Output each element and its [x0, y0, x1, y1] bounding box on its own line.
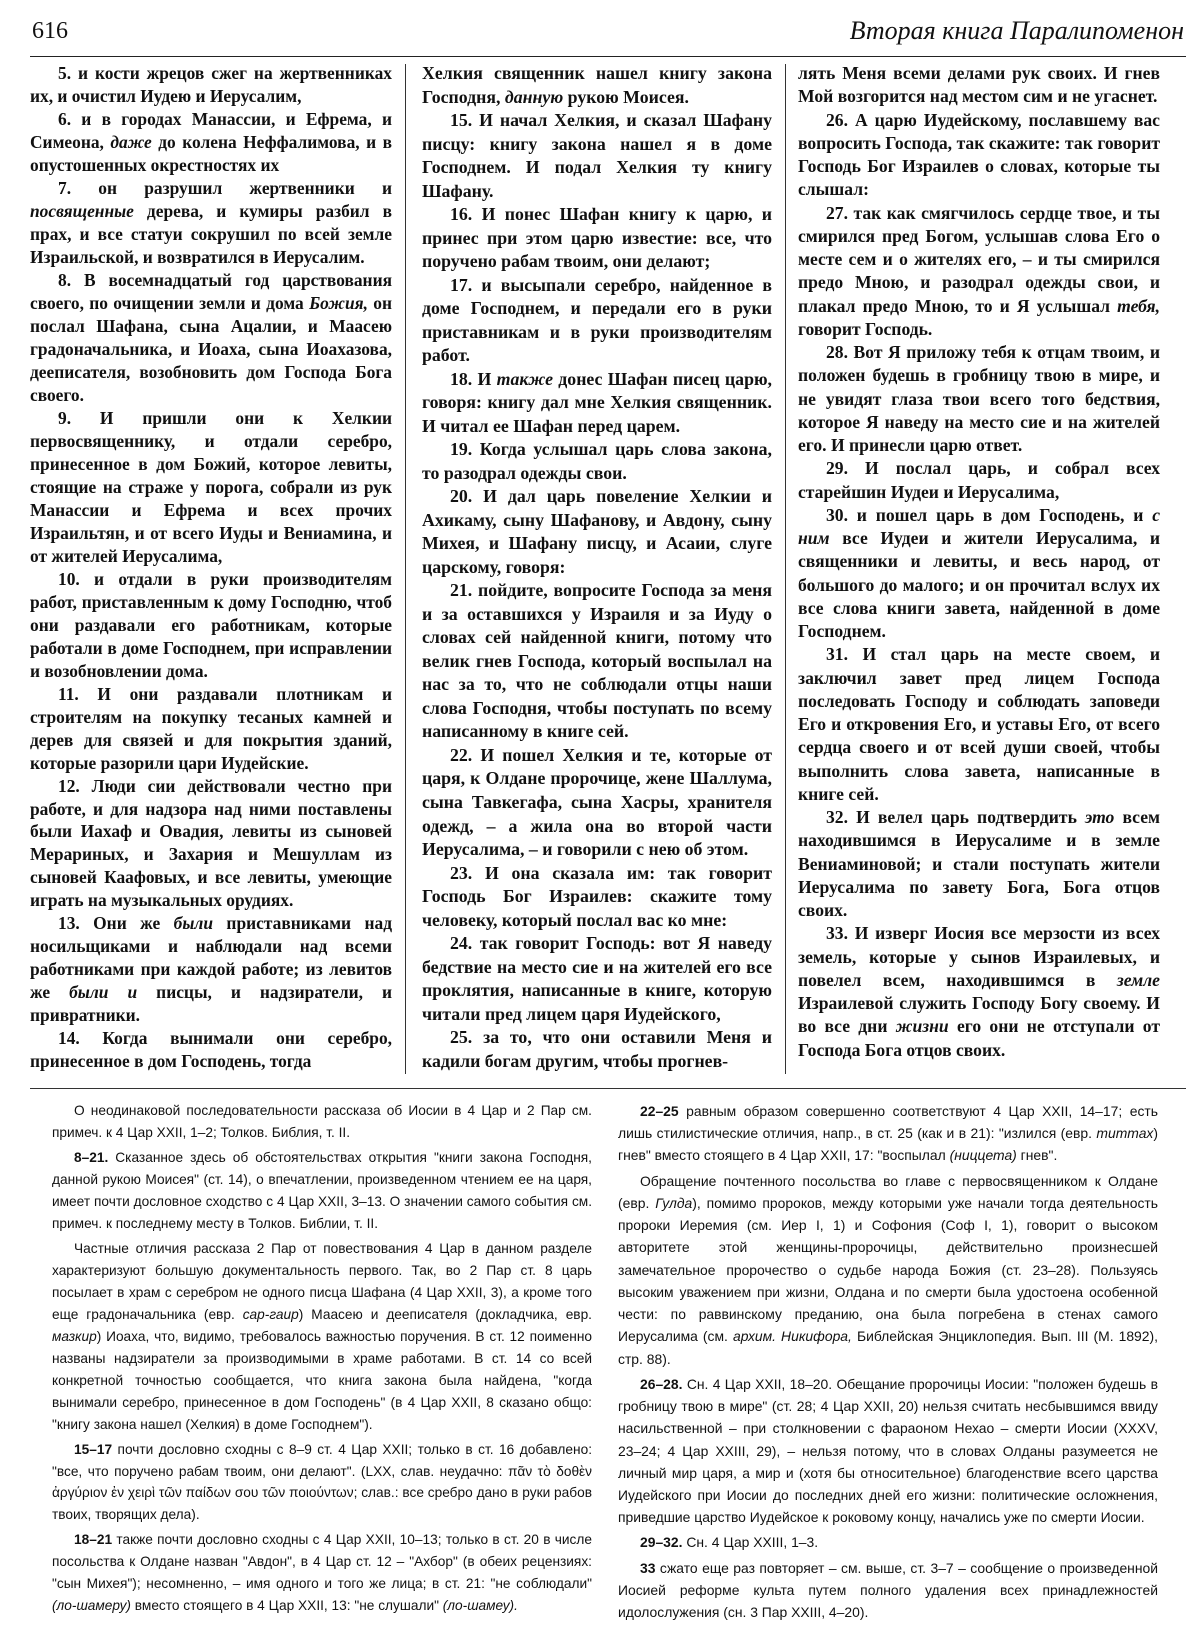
verse: 19. Когда услышал царь слова закона, то разодрал одежды свои. [422, 439, 772, 483]
commentary-note: Частные отличия рассказа 2 Пар от повествования 4 Цар в данном разделе характеризуют большую документальность первого. Так, во 2 Пар ст. 8 царь посылает в храм с серебром не одного писца Шафана (4 Цар XXII, 3), а кроме того еще градоначальника (евр. сар-гаир) Маасею и дееписателя (докладчика, евр. мазкир) Иоаха, что, видимо, требовалось важностью поручения. В ст. 12 поименно названы надзиратели за производимыми в храме работами. В ст. 14 со всей конкретной точностью сообщается, что книга закона была найдена, "когда вынимали серебро, принесенное в дом Господень" (в 4 Цар XXII, 8 сказано общо: "книгу закона нашел (Хелкия) в доме Господнем"). [52, 1240, 592, 1432]
verse: 12. Люди сии действовали честно при работе, и для надзора над ними поставлены были Иахаф и Овадия, левиты из сыновей Мерариных, и Захария и Мешуллам из сыновей Каафовых, и все левиты, умеющие играть на музыкальных орудиях. [30, 775, 392, 911]
commentary-note: Обращение почтенного посольства во главе с первосвященником к Олдане (евр. Гулда), помимо пророков, между которыми уже начали тогда деятельность пророки Иеремия (см. Иер I, 1) и Софония (Соф I, 1), говорит о высоком авторитете этой женщины-пророчицы, действительно произнесшей замечательное пророчество о судьбе народа Божия (ст. 23–28). Пользуясь высоким уважением при жизни, Олдана и по смерти была удостоена особенной чести: по раввинскому преданию, она была погребена в стенах самого Иерусалима (см. архим. Никифора, Библейская Энциклопедия. Вып. III (М. 1892), стр. 88). [618, 1172, 1158, 1367]
verse: 24. так говорит Господь: вот Я наведу бедствие на место сие и на жителей его все проклятия, написанные в книге, которую читали пред лицем царя Иудейского, [422, 933, 772, 1024]
verse: 17. и высыпали серебро, найденное в доме Господнем, и передали его в руки приставникам и в руки производителям работ. [422, 274, 772, 366]
verse-column-1 [30, 62, 392, 1072]
commentary-note: О неодинаковой последовательности рассказа об Иосии в 4 Цар и 2 Пар см. примеч. к 4 Цар XXII, 1–2; Толков. Библия, т. II. [52, 1103, 592, 1140]
verse: 32. И велел царь подтвердить это всем находившимся в Иерусалиме и в земле Вениаминовой; и стали поступать жители Иерусалима по завету Бога, Бога отцов своих. [798, 807, 1161, 920]
verse: 20. И дал царь повеление Хелкии и Ахикаму, сыну Шафанову, и Авдону, сыну Михея, и Шафану писцу, и Асаии, слуге царскому, говоря: [422, 486, 772, 577]
verse: 11. И они раздавали плотникам и строителям на покупку тесаных камней и дерев для связей и для покрытия зданий, которые разорили цари Иудейские. [30, 683, 392, 773]
running-title: Вторая книга Паралипоменон [849, 16, 1184, 45]
verse: 6. и в городах Манассии, и Ефрема, и Симеона, даже до колена Неффалимова, и в опустошенных окрестностях их [30, 108, 392, 175]
verse: 31. И стал царь на месте своем, и заключил завет пред лицем Господа последовать Господу и соблюдать заповеди Его и откровения Его, и уставы Его, от всего сердца своего и от всей души своей, чтобы выполнить слова завета, написанные в книге сей. [798, 644, 1160, 804]
verse: 10. и отдали в руки производителям работ, приставленным к дому Господню, чтоб они раздавали его работникам, которые работали в доме Господнем, при исправлении и возобновлении дома. [30, 568, 392, 681]
commentary-note: 22–25 равным образом совершенно соответствуют 4 Цар XXII, 14–17; есть лишь стилистические отличия, напр., в ст. 25 (как и в 21): "излился (евр. титтах) гнев" вместо стоящего в 4 Цар XXII, 17: "воспылал (ниццета) гнев". [618, 1103, 1158, 1164]
column-divider [785, 64, 786, 1074]
verse: 8. В восемнадцатый год царствования своего, по очищении земли и дома Божия, он послал Шафана, сына Ацалии, и Маасею градоначальника, и Иоаха, сына Иоахазова, дееписателя, возобновить дом Господа Бога своего. [30, 269, 392, 405]
verse: 30. и пошел царь в дом Господень, и с ним все Иудеи и жители Иерусалима, и священники и левиты, и весь народ, от большого до малого; и он прочитал вслух их все слова книги завета, найденной в доме Господнем. [798, 504, 1160, 641]
commentary-note: 15–17 почти дословно сходны с 8–9 ст. 4 Цар XXII; только в ст. 16 добавлено: "все, что поручено рабам твоим, они делают". (LXX, слав. неудачно: πᾶν τὸ δοθὲν ἀργύριον ἐν χειρὶ τῶν παίδων σου τῶν ποιούντων; слав.: все сребро дано в руки рабов твоих, творящих дела). [52, 1441, 592, 1523]
commentary-note: 26–28. Сн. 4 Цар XXII, 18–20. Обещание пророчицы Иосии: "положен будешь в гробницу твою в мире" (ст. 28; 4 Цар XXII, 20) нельзя считать несбывшимся ввиду насильственной – при столкновении с фараоном Нехао – смерти Иосии (XXXV, 23–24; 4 Цар XXIII, 29), – нельзя потому, что в словах Олданы разумеется не личный мир царя, а мир и (хотя бы относительное) благоденствие всего царства Иудейского при Иосии до последних дней его жизни: политические осложнения, приведшие царство Иудейское к роковому концу, начались уже по смерти Иосии. [618, 1375, 1158, 1526]
verse: 15. И начал Хелкия, и сказал Шафану писцу: книгу закона нашел я в доме Господнем. И подал Хелкия ту книгу Шафану. [422, 110, 772, 201]
verse: 16. И понес Шафан книгу к царю, и принес при этом царю известие: все, что поручено рабам твоим, они делают; [422, 204, 772, 272]
commentary-note: 29–32. Сн. 4 Цар XXIII, 1–3. [640, 1534, 819, 1551]
verse: 21. пойдите, вопросите Господа за меня и за оставшихся у Израиля и за Иуду о словах сей найденной книги, потому что велик гнев Господа, который воспылал на нас за то, что не соблюдали отцы наши слова Господня, чтобы поступать по всему написанному в книге сей. [422, 580, 772, 742]
verse: 23. И она сказала им: так говорит Господь Бог Израилев: скажите тому человеку, который послал вас ко мне: [422, 862, 772, 930]
verse: Хелкия священник нашел книгу закона Господня, данную рукою Моисея. [422, 63, 772, 107]
verse: 22. И пошел Хелкия и те, которые от царя, к Олдане пророчице, жене Шаллума, сына Тавкегафа, сына Хасры, хранителя одежд, – а жила она во второй части Иерусалима, – и говорили с нею об этом. [422, 744, 772, 860]
verse-column-3 [798, 62, 1160, 1072]
commentary-note: 33 сжато еще раз повторяет – см. выше, ст. 3–7 – сообщение о произведенной Иосией реформе культа путем полного удаления всех принадлежностей идолослужения (сн. 3 Пар XXIII, 4–20). [618, 1559, 1158, 1621]
verse: 26. А царю Иудейскому, пославшему вас вопросить Господа, так скажите: так говорит Господь Бог Израилев о словах, которые ты слышал: [798, 109, 1160, 200]
commentary-column-1 [52, 1100, 592, 1622]
verse: 27. так как смягчилось сердце твое, и ты смирился пред Богом, услышав слова Его о месте сем и о жителях его, – и ты смирился предо Мною, и разодрал одежды свои, и плакал предо Мною, то и Я услышал тебя, говорит Господь. [798, 202, 1160, 339]
header-rule [30, 56, 1186, 57]
verse: 18. И также донес Шафан писец царю, говоря: книгу дал мне Хелкия священник. И читал ее Шафан перед царем. [422, 368, 772, 436]
verse: 33. И изверг Иосия все мерзости из всех земель, которые у сынов Израилевых, и повелел всем, находившимся в земле Израилевой служить Господу Богу своему. И во все дни жизни его они не отступали от Господа Бога отцов своих. [798, 923, 1160, 1060]
verse: 28. Вот Я приложу тебя к отцам твоим, и положен будешь в гробницу твою в мире, и не увидят глаза твои всего того бедствия, которое Я наведу на место сие и на жителей его. И принесли царю ответ. [798, 342, 1160, 455]
verse: 13. Они же были приставниками над носильщиками и наблюдали над всеми работниками при каждой работе; из левитов же были и писцы, и надзиратели, и привратники. [30, 913, 392, 1026]
column-divider [405, 64, 406, 1074]
commentary-column-2 [618, 1100, 1158, 1622]
verse: 7. он разрушил жертвенники и посвященные дерева, и кумиры разбил в прах, и все статуи сокрушил по всей земле Израильской, и возвратился в Иерусалим. [30, 177, 392, 267]
verse: 5. и кости жрецов сжег на жертвенниках их, и очистил Иудею и Иерусалим, [30, 63, 392, 106]
verse-column-2 [422, 62, 772, 1072]
verse: лять Меня всеми делами рук своих. И гнев Мой возгорится над местом сим и не угаснет. [798, 63, 1160, 107]
verse: 25. за то, что они оставили Меня и кадили богам другим, чтобы прогнев- [422, 1027, 772, 1071]
commentary-divider [30, 1088, 1186, 1089]
verse: 29. И послал царь, и собрал всех старейшин Иудеи и Иерусалима, [798, 458, 1160, 502]
verse: 9. И пришли они к Хелкии первосвященнику, и отдали серебро, принесенное в дом Божий, которое левиты, стоящие на страже у порога, собрали из рук Манассии и Ефрема и всех прочих Израильтян, и от всего Иуды и Вениамина, и от жителей Иерусалима, [30, 407, 392, 566]
verse: 14. Когда вынимали они серебро, принесенное в дом Господень, тогда [30, 1028, 392, 1072]
commentary-note: 18–21 также почти дословно сходны с 4 Цар XXII, 10–13; только в ст. 20 в числе посольства к Олдане назван "Авдон", в 4 Цар ст. 12 – "Ахбор" (в обеих рецензиях: "сын Михея"); несомненно, – имя одного и того же лица; в ст. 21: "не соблюдали" (ло-шамеру) вместо стоящего в 4 Цар XXII, 13: "не слушали" (ло-шамеу). [52, 1532, 592, 1614]
page-number: 616 [32, 18, 68, 44]
commentary-note: 8–21. Сказанное здесь об обстоятельствах открытия "книги закона Господня, данной рукою Моисея" (ст. 14), о впечатлении, произведенном чтением ее на царя, имеет почти дословное сходство с 4 Цар XXII, 3–13. О значении самого события см. примеч. к последнему месту в Толков. Библии, т. II. [52, 1149, 592, 1231]
